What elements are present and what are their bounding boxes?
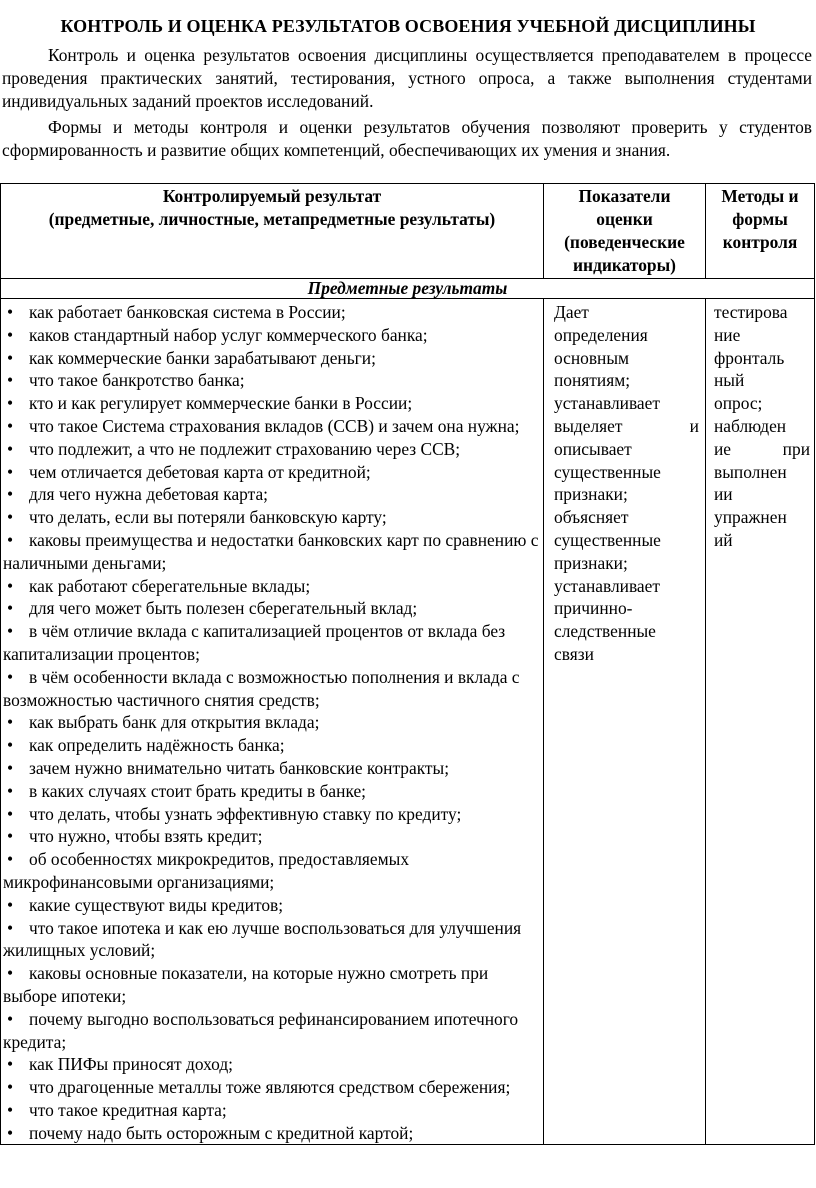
bullet-icon: • <box>7 461 14 482</box>
list-item-text: почему выгодно воспользоваться рефинансированием ипотечного кредита; <box>3 1008 519 1052</box>
method-line: выполнен <box>714 461 787 482</box>
indicator-line: устанавливает <box>554 393 660 414</box>
list-item <box>3 324 539 347</box>
list-item-text: почему надо быть осторожным с кредитной картой; <box>29 1122 414 1143</box>
bullet-icon: • <box>7 757 14 778</box>
list-item-text: что делать, чтобы узнать эффективную ставку по кредиту; <box>29 803 462 824</box>
list-item <box>3 529 539 575</box>
intro-paragraph-2: Формы и методы контроля и оценки результатов обучения позволяют проверить у студентов сформированность и развитие общих компетенций, обеспечивающих их умения и знания. <box>2 117 812 161</box>
indicator-line: объясняет <box>554 507 629 528</box>
bullet-icon: • <box>7 849 14 870</box>
section-title: Предметные результаты <box>1 279 815 299</box>
bullet-icon: • <box>7 324 14 345</box>
list-item-text: чем отличается дебетовая карта от кредитной; <box>29 461 371 482</box>
indicator-line: основным <box>554 347 630 368</box>
indicator-line: устанавливает <box>554 575 660 596</box>
list-item-text: каков стандартный набор услуг коммерческого банка; <box>29 324 428 345</box>
bullet-icon: • <box>7 1099 14 1120</box>
list-item-text: что такое кредитная карта; <box>29 1099 227 1120</box>
results-list <box>1 299 543 1144</box>
list-item-text: что драгоценные металлы тоже являются средством сбережения; <box>29 1077 511 1098</box>
indicator-line: понятиям; <box>554 370 631 391</box>
bullet-icon: • <box>7 894 14 915</box>
list-item-text: каковы основные показатели, на которые нужно смотреть при выборе ипотеки; <box>3 963 489 1006</box>
list-item-text: для чего нужна дебетовая карта; <box>29 484 268 505</box>
bullet-icon: • <box>7 735 14 756</box>
bullet-icon: • <box>7 370 14 391</box>
list-item <box>3 392 539 415</box>
method-line: опрос; <box>714 393 763 414</box>
indicator-line: причинно- <box>554 598 633 619</box>
list-item-text: что нужно, чтобы взять кредит; <box>29 826 263 847</box>
list-item-text: как ПИФы приносят доход; <box>29 1054 234 1075</box>
bullet-icon: • <box>7 803 14 824</box>
list-item <box>3 757 539 780</box>
method-line: ии <box>714 484 733 505</box>
bullet-icon: • <box>7 666 14 687</box>
results-table <box>0 183 815 1145</box>
methods-cell <box>706 299 815 1145</box>
method-line: наблюден <box>714 415 787 436</box>
list-item-text: что такое Система страхования вкладов (ССВ) и зачем она нужна; <box>29 415 520 436</box>
list-item <box>3 1053 539 1076</box>
list-item-text: как работает банковская система в России; <box>29 302 346 322</box>
indicator-line: следственные <box>554 621 656 642</box>
list-item-text: какие существуют виды кредитов; <box>29 894 284 915</box>
intro-paragraph-1: Контроль и оценка результатов освоения дисциплины осуществляется преподавателем в процессе проведения практических занятий, тестирования, устного опроса, а также выполнения студентами индивидуальных заданий проектов исследований. <box>2 45 812 112</box>
indicators-text <box>544 299 705 666</box>
method-line: ие при <box>714 438 810 459</box>
bullet-icon: • <box>7 621 14 642</box>
list-item-text: в чём отличие вклада с капитализацией процентов от вклада без капитализации процентов; <box>3 621 506 664</box>
method-line: ий <box>714 529 733 550</box>
bullet-icon: • <box>7 438 14 459</box>
bullet-icon: • <box>7 780 14 801</box>
list-item <box>3 734 539 757</box>
bullet-icon: • <box>7 347 14 368</box>
bullet-icon: • <box>7 917 14 938</box>
bullet-icon: • <box>7 1077 14 1098</box>
list-item <box>3 1076 539 1099</box>
bullet-icon: • <box>7 484 14 505</box>
list-item <box>3 848 539 894</box>
indicator-line: определения <box>554 324 648 345</box>
bullet-icon: • <box>7 575 14 596</box>
indicator-line: описывает <box>554 438 632 459</box>
list-item-text: как коммерческие банки зарабатывают деньги; <box>29 347 376 368</box>
list-item-text: что делать, если вы потеряли банковскую карту; <box>29 507 387 528</box>
list-item <box>3 347 539 370</box>
table-header-row <box>1 184 815 279</box>
indicator-line: существенные <box>554 461 661 482</box>
list-item <box>3 917 539 963</box>
bullet-icon: • <box>7 393 14 414</box>
bullet-icon: • <box>7 963 14 984</box>
header-indicators: Показатели оценки (поведенческие индикаторы) <box>544 184 706 279</box>
bullet-icon: • <box>7 1008 14 1029</box>
list-item-text: как работают сберегательные вклады; <box>29 575 311 596</box>
bullet-icon: • <box>7 302 14 322</box>
list-item <box>3 1122 539 1145</box>
method-line: тестирова <box>714 302 788 322</box>
list-item <box>3 803 539 826</box>
list-item <box>3 825 539 848</box>
indicator-line: выделяет и <box>554 415 699 436</box>
methods-text <box>706 299 814 552</box>
list-item-text: для чего может быть полезен сберегательный вклад; <box>29 598 418 619</box>
bullet-icon: • <box>7 1054 14 1075</box>
list-item <box>3 1099 539 1122</box>
list-item-text: как выбрать банк для открытия вклада; <box>29 712 320 733</box>
list-item-text: как определить надёжность банка; <box>29 735 285 756</box>
table-section-row <box>1 279 815 299</box>
method-line: ние <box>714 324 741 345</box>
list-item-text: каковы преимущества и недостатки банковских карт по сравнению с наличными деньгами; <box>3 529 539 573</box>
list-item-text: кто и как регулирует коммерческие банки в России; <box>29 393 413 414</box>
method-line: фронталь <box>714 347 785 368</box>
list-item <box>3 483 539 506</box>
table-content-row <box>1 299 815 1145</box>
controlled-results-cell <box>1 299 544 1145</box>
list-item-text: что такое ипотека и как ею лучше воспользоваться для улучшения жилищных условий; <box>3 917 522 961</box>
header-controlled-result-subtitle: (предметные, личностные, метапредметные результаты) <box>48 209 496 229</box>
method-line: упражнен <box>714 507 787 528</box>
indicator-line: существенные <box>554 529 661 550</box>
indicator-line: Дает <box>554 302 589 322</box>
list-item <box>3 575 539 598</box>
list-item <box>3 415 539 438</box>
indicator-line: признаки; <box>554 552 628 573</box>
bullet-icon: • <box>7 415 14 436</box>
list-item-text: зачем нужно внимательно читать банковские контракты; <box>29 757 450 778</box>
list-item <box>3 597 539 620</box>
list-item <box>3 301 539 324</box>
list-item <box>3 666 539 712</box>
list-item <box>3 438 539 461</box>
list-item-text: что такое банкротство банка; <box>29 370 245 391</box>
list-item <box>3 711 539 734</box>
header-controlled-result <box>1 184 544 279</box>
bullet-icon: • <box>7 826 14 847</box>
list-item <box>3 620 539 666</box>
list-item-text: в каких случаях стоит брать кредиты в банке; <box>29 780 367 801</box>
list-item <box>3 1008 539 1054</box>
list-item <box>3 962 539 1008</box>
header-controlled-result-title: Контролируемый результат <box>162 186 382 206</box>
bullet-icon: • <box>7 712 14 733</box>
bullet-icon: • <box>7 507 14 528</box>
bullet-icon: • <box>7 529 14 550</box>
bullet-icon: • <box>7 598 14 619</box>
list-item <box>3 894 539 917</box>
list-item <box>3 506 539 529</box>
list-item <box>3 780 539 803</box>
list-item-text: в чём особенности вклада с возможностью пополнения и вклада с возможностью частичного снятия средств; <box>3 666 520 710</box>
list-item <box>3 461 539 484</box>
indicator-line: связи <box>554 643 594 664</box>
indicator-line: признаки; <box>554 484 628 505</box>
method-line: ный <box>714 370 745 391</box>
bullet-icon: • <box>7 1122 14 1143</box>
indicators-cell <box>544 299 706 1145</box>
document-title: КОНТРОЛЬ И ОЦЕНКА РЕЗУЛЬТАТОВ ОСВОЕНИЯ УЧЕБНОЙ ДИСЦИПЛИНЫ <box>60 16 756 36</box>
list-item-text: что подлежит, а что не подлежит страхованию через ССВ; <box>29 438 461 459</box>
list-item-text: об особенностях микрокредитов, предоставляемых микрофинансовыми организациями; <box>3 849 410 892</box>
header-methods: Методы и формы контроля <box>706 184 815 279</box>
list-item <box>3 369 539 392</box>
